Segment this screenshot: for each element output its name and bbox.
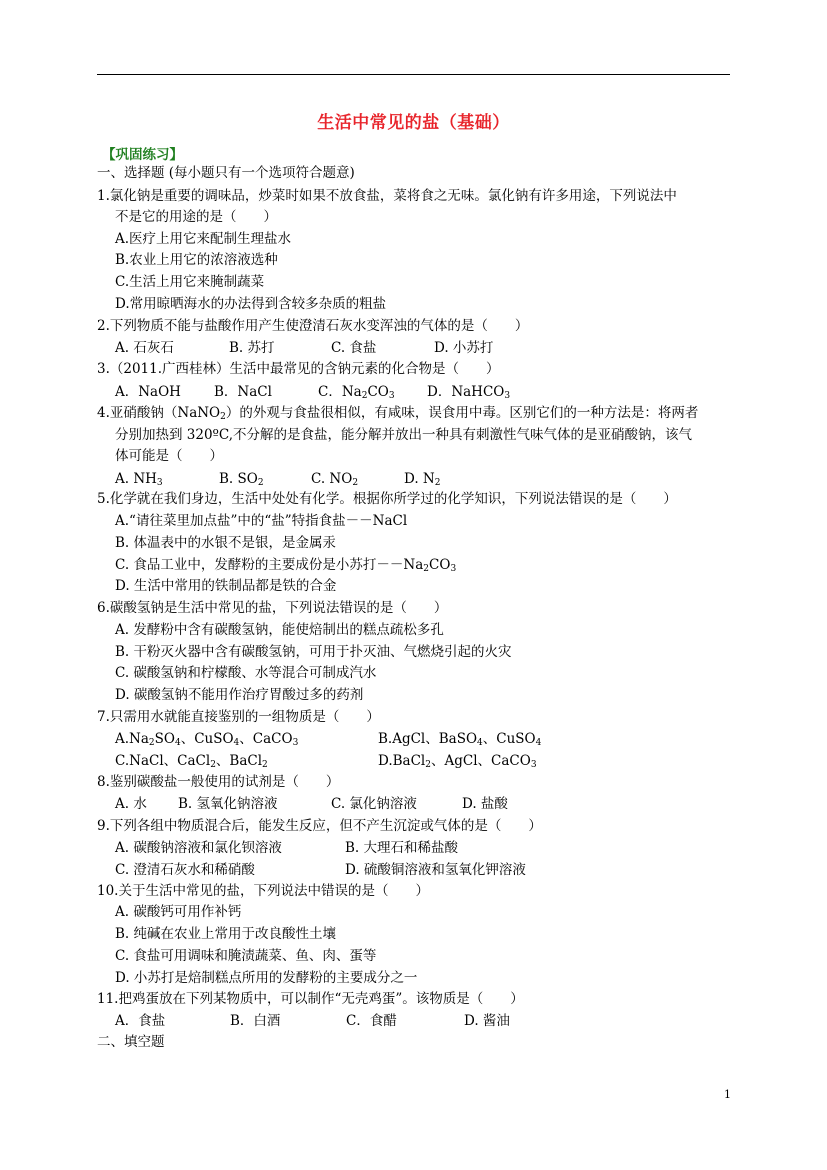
option: B．白酒 [230,1013,281,1029]
formula-text: D．NaHCO [427,384,505,400]
subscript: 2 [425,760,431,770]
subscript: 3 [388,391,395,401]
formula-text: CO [429,557,451,573]
question-stem: 11.把鸡蛋放在下列某物质中，可以制作“无壳鸡蛋”。该物质是（ ） [97,991,524,1007]
option [311,469,358,489]
formula-text: 、CuSO [482,731,536,747]
option [115,555,456,575]
formula-text: C. NO [311,471,353,487]
option [404,469,440,489]
question-stem: 7.只需用水就能直接鉴别的一组物质是（ ） [97,709,380,725]
formula-text: 、CaCO [239,731,293,747]
part-heading: 二、填空题 [97,1034,165,1050]
option: C. 碳酸氢钠和柠檬酸、水等混合可制成汽水 [115,665,377,681]
option: D. 碳酸氢钠不能用作治疗胃酸过多的药剂 [115,687,364,703]
option: B. 纯碱在农业上常用于改良酸性土壤 [115,926,337,942]
formula-text: A.Na [115,731,149,747]
option: A. 碳酸钙可用作补钙 [115,904,242,920]
question-stem: 不是它的用途的是（ ） [115,209,277,225]
subscript: 2 [210,760,216,770]
option [219,469,264,489]
option: A. 石灰石 [115,340,174,356]
subscript: 2 [257,478,264,488]
option: C.生活上用它来腌制蔬菜 [115,274,265,290]
subscript: 3 [156,478,163,488]
option [378,751,537,771]
formula-text: B.AgCl、BaSO [378,731,478,747]
subscript: 4 [477,738,483,748]
formula-text: C.NaCl、CaCl [115,753,211,769]
option: B.农业上用它的浓溶液选种 [115,252,278,268]
option [115,751,268,771]
subscript: 3 [530,760,537,770]
subscript: 2 [361,391,368,401]
subscript: 2 [423,564,430,574]
option: D. 生活中常用的铁制品都是铁的合金 [115,578,337,594]
subscript: 2 [262,760,268,770]
option: A. 发酵粉中含有碳酸氢钠，能使焙制出的糕点疏松多孔 [115,622,444,638]
option: B. 体温表中的水银不是银，是金属汞 [115,535,337,551]
subscript: 2 [148,738,155,748]
section-heading: 【巩固练习】 [102,147,183,163]
subscript: 4 [535,738,542,748]
formula-text: 、AgCl、CaCO [430,753,531,769]
option [318,382,395,402]
formula-text: D.BaCl [378,753,426,769]
question-stem: 1.氯化钠是重要的调味品，炒菜时如果不放食盐，菜将食之无味。氯化钠有许多用途，下列说法中 [97,188,677,204]
option: D.常用晾晒海水的办法得到含较多杂质的粗盐 [115,296,387,312]
question-stem: 3.（2011.广西桂林）生活中最常见的含钠元素的化合物是（ ） [97,361,500,377]
option [115,469,163,489]
formula-text: CO [367,384,389,400]
option: C. 氯化钠溶液 [331,796,417,812]
subscript: 3 [292,738,299,748]
subscript: 4 [174,738,181,748]
option [378,729,541,749]
subscript: 3 [450,564,457,574]
question-stem: 9.下列各组中物质混合后，能发生反应，但不产生沉淀或气体的是（ ） [97,818,542,834]
question-stem [97,403,698,423]
subscript: 2 [352,478,359,488]
header-rule [97,74,730,75]
part-heading: 一、选择题 (每小题只有一个选项符合题意) [97,165,355,181]
option: C. 澄清石灰水和稀硝酸 [115,862,255,878]
question-stem: 分别加热到 320ºC,不分解的是食盐，能分解并放出一种具有刺激性气味气体的是亚硝酸钠，该气 [115,427,693,443]
option: B. 干粉灭火器中含有碳酸氢钠，可用于扑灭油、气燃烧引起的火灾 [115,644,512,660]
question-stem: 10.关于生活中常见的盐，下列说法中错误的是（ ） [97,883,429,899]
option: D. 酱油 [464,1013,510,1029]
option: D. 小苏打 [434,340,494,356]
question-stem: 8.鉴别碳酸盐一般使用的试剂是（ ） [97,774,340,790]
formula-text: C．Na [318,384,362,400]
formula-text: 、BaCl [215,753,263,769]
option: A.“请往菜里加点盐”中的“盐”特指食盐－－NaCl [115,513,408,529]
page-title: 生活中常见的盐（基础） [317,113,510,133]
option: B. 大理石和稀盐酸 [345,840,459,856]
option: A.医疗上用它来配制生理盐水 [115,231,292,247]
formula-text: B. SO [219,471,258,487]
question-stem: 体可能是（ ） [115,448,223,464]
option: D. 硫酸铜溶液和氢氧化钾溶液 [345,862,526,878]
option: A．NaOH [115,384,181,400]
option: A．食盐 [115,1013,166,1029]
option [427,382,510,402]
option: B. 氢氧化钠溶液 [178,796,278,812]
option: B. 苏打 [229,340,275,356]
option: A. 水 [115,796,147,812]
formula-text: A. NH [115,471,157,487]
option: D. 盐酸 [462,796,508,812]
formula-text: D. N [404,471,435,487]
option: C．食醋 [346,1013,397,1029]
subscript: 2 [434,478,441,488]
option: A. 碳酸钠溶液和氯化钡溶液 [115,840,282,856]
option-text: C. 食品工业中，发酵粉的主要成份是小苏打－－Na [115,557,424,573]
stem-text: 4.亚硝酸钠（NaNO [97,405,221,421]
page-number: 1 [724,1088,731,1101]
question-stem: 6.碳酸氢钠是生活中常见的盐，下列说法错误的是（ ） [97,600,448,616]
subscript: 4 [233,738,240,748]
option [115,729,298,749]
formula-text: 、CuSO [180,731,234,747]
option: B．NaCl [214,384,272,400]
formula-text: SO [154,731,175,747]
subscript: 3 [504,391,511,401]
stem-text: ）的外观与食盐很相似，有咸味，误食用中毒。区别它们的一种方法是：将两者 [225,405,699,421]
question-stem: 2.下列物质不能与盐酸作用产生使澄清石灰水变浑浊的气体的是（ ） [97,318,529,334]
subscript: 2 [220,412,226,422]
option: C. 食盐可用调味和腌渍蔬菜、鱼、肉、蛋等 [115,948,377,964]
option: C. 食盐 [331,340,377,356]
question-stem: 5.化学就在我们身边，生活中处处有化学。根据你所学过的化学知识，下列说法错误的是（ ） [97,491,677,507]
option: D. 小苏打是焙制糕点所用的发酵粉的主要成分之一 [115,970,418,986]
